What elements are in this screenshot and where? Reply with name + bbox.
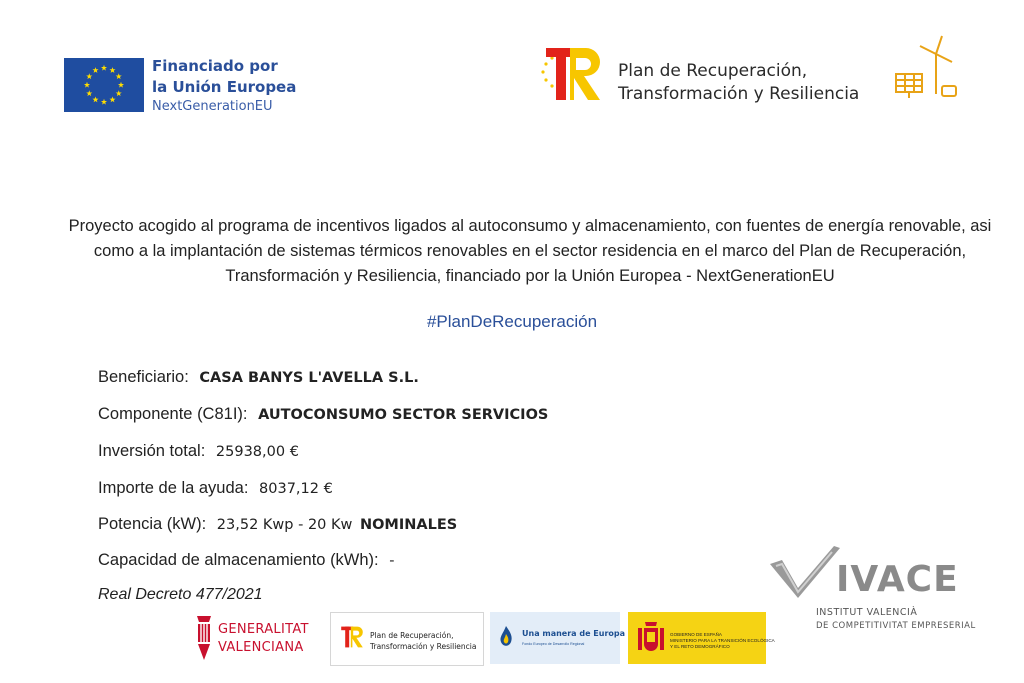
- capacidad-value: -: [389, 553, 395, 569]
- generalitat-line1: GENERALITAT: [218, 622, 309, 637]
- potencia-value-nominal: NOMINALES: [359, 517, 458, 533]
- eu-flag-icon: [64, 58, 144, 112]
- spain-coat-of-arms-icon: [636, 620, 666, 656]
- ivace-subtitle-line1: INSTITUT VALENCIÀ: [816, 607, 918, 618]
- ivace-checkmark-icon: [768, 544, 842, 600]
- ivace-subtitle-line2: DE COMPETITIVITAT EMPRESERIAL: [816, 621, 976, 631]
- beneficiario-value: CASA BANYS L'AVELLA S.L.: [199, 370, 419, 386]
- potencia-label: Potencia (kW):: [98, 515, 207, 533]
- feder-flame-icon: [497, 625, 515, 649]
- componente-value: AUTOCONSUMO SECTOR SERVICIOS: [258, 407, 549, 423]
- real-decreto: Real Decreto 477/2021: [98, 586, 263, 603]
- gobierno-line3: Y EL RETO DEMOGRÁFICO: [670, 644, 730, 649]
- potencia-row: [98, 515, 457, 534]
- importe-row: [98, 479, 333, 498]
- generalitat-crest-icon: [193, 614, 215, 664]
- importe-value: 8037,12 €: [259, 481, 333, 497]
- prtr-small-logo-icon: [338, 625, 366, 649]
- wind-solar-energy-icon: [890, 32, 962, 102]
- gobierno-line1: GOBIERNO DE ESPAÑA: [670, 632, 722, 637]
- prtr-logo-icon: [538, 44, 608, 104]
- eu-funding-line2: la Unión Europea: [152, 78, 297, 96]
- inversion-row: [98, 442, 299, 461]
- gobierno-line2: MINISTERIO PARA LA TRANSICIÓN ECOLÓGICA: [670, 638, 775, 643]
- prtr-title-line1: Plan de Recuperación,: [618, 61, 808, 81]
- prtr-small-line1: Plan de Recuperación,: [370, 631, 454, 640]
- prtr-title-line2: Transformación y Resiliencia: [618, 84, 860, 104]
- beneficiario-row: [98, 368, 419, 387]
- eu-funding-line3: NextGenerationEU: [152, 99, 273, 114]
- inversion-label: Inversión total:: [98, 442, 206, 460]
- capacidad-label: Capacidad de almacenamiento (kWh):: [98, 551, 379, 569]
- inversion-value: 25938,00 €: [215, 444, 299, 460]
- feder-title: Una manera de Europa: [522, 629, 626, 638]
- generalitat-line2: VALENCIANA: [218, 640, 304, 655]
- feder-subtitle: Fondo Europeo de Desarrollo Regional: [522, 642, 585, 646]
- potencia-value: 23,52 Kwp - 20 Kw: [216, 517, 353, 533]
- beneficiario-label: Beneficiario:: [98, 368, 189, 386]
- componente-row: [98, 405, 548, 424]
- prtr-small-line2: Transformación y Resiliencia: [370, 642, 477, 651]
- project-description: Proyecto acogido al programa de incentivos ligados al autoconsumo y almacenamiento, con fuentes de energía renovable, asi como a la implantación de sistemas térmicos renovables en el sector residencia en el marco del Plan de Recuperación, Transformación y Resiliencia, financiado por la Unión Europea - NextGenerationEU: [68, 217, 992, 285]
- eu-funding-line1: Financiado por: [152, 57, 278, 75]
- componente-label: Componente (C81I):: [98, 405, 248, 423]
- plan-hashtag: #PlanDeRecuperación: [426, 312, 598, 331]
- importe-label: Importe de la ayuda:: [98, 479, 249, 497]
- capacidad-row: [98, 551, 394, 570]
- ivace-wordmark: IVACE: [836, 559, 959, 600]
